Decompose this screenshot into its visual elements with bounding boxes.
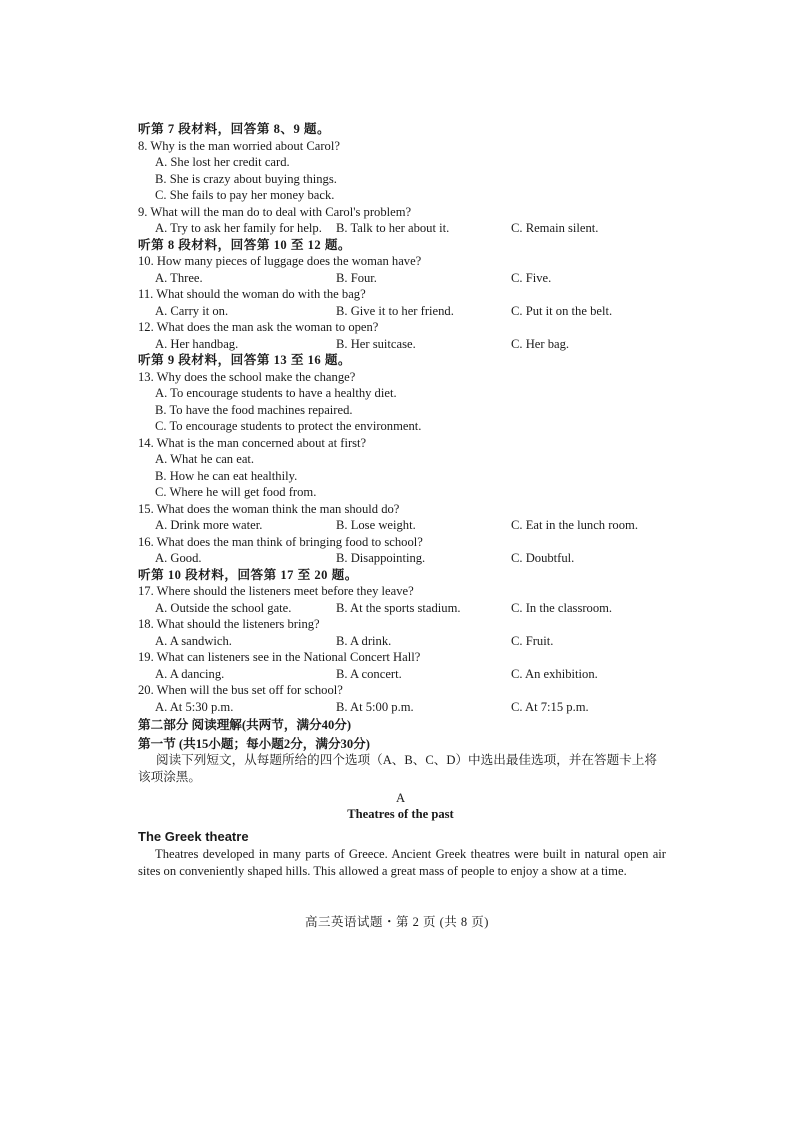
section-header: 听第 8 段材料，回答第 10 至 12 题。 xyxy=(138,237,351,252)
answer-option: B. A concert. xyxy=(336,666,402,681)
page-content xyxy=(138,121,698,880)
answer-option: C. Doubtful. xyxy=(511,551,575,565)
question-stem: 20. When will the bus set off for school? xyxy=(138,683,343,697)
options-row xyxy=(138,699,698,716)
answer-option: C. Her bag. xyxy=(511,336,570,351)
answer-option: B. She is crazy about buying things. xyxy=(155,171,337,186)
part2-instruction: 阅读下列短文，从每题所给的四个选项（A、B、C、D）中选出最佳选项，并在答题卡上将该项涂黑。 xyxy=(138,753,657,784)
answer-option: C. To encourage students to protect the environment. xyxy=(155,419,422,433)
answer-option: B. Give it to her friend. xyxy=(336,303,454,318)
answer-option: B. At 5:00 p.m. xyxy=(336,699,414,714)
answer-option: A. What he can eat. xyxy=(155,452,255,466)
options-row xyxy=(138,550,698,567)
options-row xyxy=(138,220,698,237)
passage-title: Theatres of the past xyxy=(347,807,454,821)
question-stem: 17. Where should the listeners meet before they leave? xyxy=(138,584,414,598)
answer-option: C. Five. xyxy=(511,270,552,285)
answer-option: A. A dancing. xyxy=(155,666,225,681)
answer-option: C. She fails to pay her money back. xyxy=(155,188,335,202)
question-stem: 9. What will the man do to deal with Carol's problem? xyxy=(138,204,412,219)
answer-option: C. Eat in the lunch room. xyxy=(511,518,638,532)
question-stem: 11. What should the woman do with the bag? xyxy=(138,287,366,301)
passage-subheading: The Greek theatre xyxy=(138,829,249,844)
answer-option: A. A sandwich. xyxy=(155,633,232,648)
part2-title: 第二部分 阅读理解(共两节，满分40分) xyxy=(138,718,352,732)
question-stem: 13. Why does the school make the change? xyxy=(138,369,356,384)
answer-option: B. A drink. xyxy=(336,633,392,648)
options-row xyxy=(138,270,698,287)
answer-option: B. At the sports stadium. xyxy=(336,600,461,615)
question-stem: 14. What is the man concerned about at first? xyxy=(138,435,367,450)
answer-option: A. Drink more water. xyxy=(155,518,263,532)
answer-option: B. How he can eat healthily. xyxy=(155,468,298,483)
answer-option: A. Good. xyxy=(155,551,202,565)
options-row xyxy=(138,600,698,617)
options-row xyxy=(138,303,698,320)
answer-option: B. Lose weight. xyxy=(336,518,416,532)
answer-option: C. An exhibition. xyxy=(511,666,598,681)
section-header: 听第 7 段材料，回答第 8、9 题。 xyxy=(138,122,331,136)
answer-option: B. Four. xyxy=(336,270,377,285)
question-stem: 18. What should the listeners bring? xyxy=(138,617,320,631)
passage-paragraph: Theatres developed in many parts of Greece. Ancient Greek theatres were built in natural open air sites on conveniently shaped hills. This allowed a great mass of people to enjoy a show at a time. xyxy=(138,847,666,878)
question-stem: 16. What does the man think of bringing food to school? xyxy=(138,534,423,549)
answer-option: B. Her suitcase. xyxy=(336,336,416,351)
answer-option: B. To have the food machines repaired. xyxy=(155,402,353,417)
answer-option: A. Carry it on. xyxy=(155,303,229,318)
answer-option: A. To encourage students to have a healthy diet. xyxy=(155,386,397,400)
answer-option: A. Three. xyxy=(155,270,203,285)
answer-option: C. Put it on the belt. xyxy=(511,303,613,318)
answer-option: A. At 5:30 p.m. xyxy=(155,699,234,714)
answer-option: A. Outside the school gate. xyxy=(155,600,292,615)
part2-section-title: 第一节 (共15小题；每小题2分，满分30分) xyxy=(138,736,370,751)
options-row xyxy=(138,633,698,650)
answer-option: C. Where he will get food from. xyxy=(155,485,317,499)
options-row xyxy=(138,517,698,534)
passage-letter: A xyxy=(395,791,406,805)
answer-option: C. In the classroom. xyxy=(511,600,613,615)
answer-option: A. She lost her credit card. xyxy=(155,155,290,169)
answer-option: B. Talk to her about it. xyxy=(336,221,450,235)
page-footer: 高三英语试题・第 2 页 (共 8 页) xyxy=(305,915,489,929)
answer-option: C. Fruit. xyxy=(511,633,554,648)
answer-option: A. Her handbag. xyxy=(155,336,239,351)
section-header: 听第 9 段材料，回答第 13 至 16 题。 xyxy=(138,353,351,367)
listening-section xyxy=(138,121,698,715)
question-stem: 19. What can listeners see in the National Concert Hall? xyxy=(138,650,421,664)
options-row xyxy=(138,666,698,683)
question-stem: 12. What does the man ask the woman to open? xyxy=(138,320,379,334)
answer-option: C. At 7:15 p.m. xyxy=(511,699,589,714)
answer-option: B. Disappointing. xyxy=(336,551,426,565)
question-stem: 8. Why is the man worried about Carol? xyxy=(138,138,340,153)
section-header: 听第 10 段材料，回答第 17 至 20 题。 xyxy=(138,567,358,582)
question-stem: 15. What does the woman think the man should do? xyxy=(138,501,400,516)
answer-option: A. Try to ask her family for help. xyxy=(155,221,322,235)
options-row xyxy=(138,336,698,353)
question-stem: 10. How many pieces of luggage does the woman have? xyxy=(138,254,422,268)
answer-option: C. Remain silent. xyxy=(511,221,599,235)
